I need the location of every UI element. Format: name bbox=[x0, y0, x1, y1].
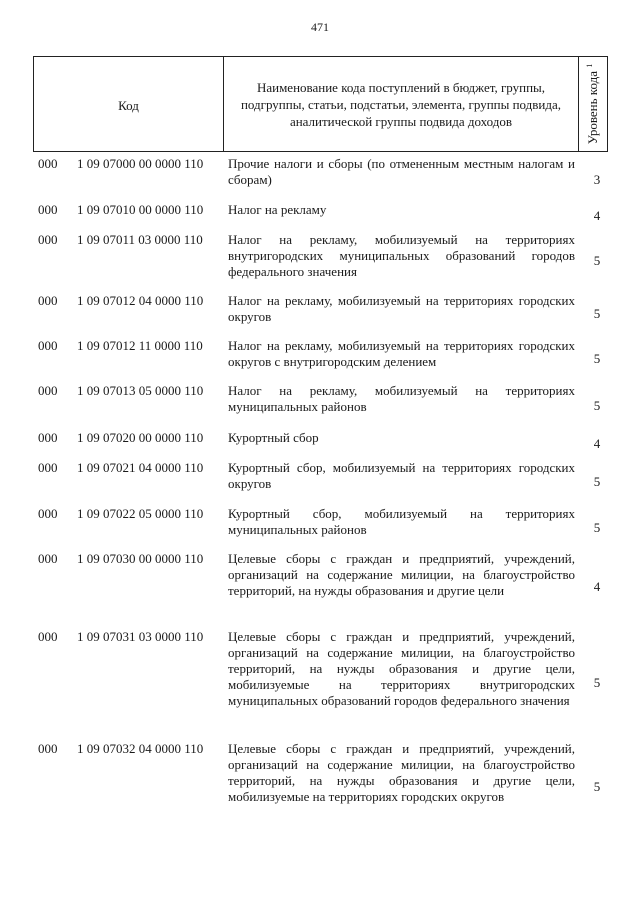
row-level: 4 bbox=[593, 579, 601, 594]
row-code: 1 09 07012 04 0000 110 bbox=[77, 293, 204, 308]
row-name: Налог на рекламу bbox=[228, 202, 327, 217]
row-name: Налог на рекламу, мобилизуемый на территориях внутригородских муниципальных образований городов федерального значения bbox=[228, 232, 575, 279]
row-level: 5 bbox=[593, 398, 601, 413]
row-name: Целевые сборы с граждан и предприятий, учреждений, организаций на содержание милиции, на благоустройство территорий, на нужды образования и другие цели, мобилизуемые на территориях городских округов bbox=[228, 741, 575, 804]
row-admin-code: 000 bbox=[38, 506, 58, 521]
row-code: 1 09 07010 00 0000 110 bbox=[77, 202, 204, 217]
row-code: 1 09 07021 04 0000 110 bbox=[77, 460, 204, 475]
row-code: 1 09 07012 11 0000 110 bbox=[77, 338, 203, 353]
row-level: 5 bbox=[593, 474, 601, 489]
row-level: 5 bbox=[593, 351, 601, 366]
row-name: Курортный сбор bbox=[228, 430, 319, 445]
row-level: 4 bbox=[593, 208, 601, 223]
row-admin-code: 000 bbox=[38, 338, 58, 353]
row-admin-code: 000 bbox=[38, 383, 58, 398]
row-name: Налог на рекламу, мобилизуемый на территориях городских округов с внутригородским делением bbox=[228, 338, 575, 369]
row-name: Налог на рекламу, мобилизуемый на территориях городских округов bbox=[228, 293, 575, 324]
row-code: 1 09 07020 00 0000 110 bbox=[77, 430, 204, 445]
row-admin-code: 000 bbox=[38, 232, 58, 247]
table-header bbox=[33, 56, 608, 152]
row-level: 5 bbox=[593, 779, 601, 794]
row-admin-code: 000 bbox=[38, 430, 58, 445]
row-level: 5 bbox=[593, 253, 601, 268]
row-name: Курортный сбор, мобилизуемый на территориях городских округов bbox=[228, 460, 575, 491]
row-name: Целевые сборы с граждан и предприятий, учреждений, организаций на содержание милиции, на благоустройство территорий, на нужды образования и другие цели, мобилизуемые на территориях внутригородских муниципальных образований городов федерального значения bbox=[228, 629, 575, 708]
row-level: 5 bbox=[593, 306, 601, 321]
row-code: 1 09 07030 00 0000 110 bbox=[77, 551, 204, 566]
header-name: Наименование кода поступлений в бюджет, группы, подгруппы, статьи, подстатьи, элемента, группы подвида, аналитической группы подвида доходов bbox=[224, 57, 579, 151]
row-admin-code: 000 bbox=[38, 293, 58, 308]
row-code: 1 09 07000 00 0000 110 bbox=[77, 156, 204, 171]
header-code: Код bbox=[34, 57, 224, 151]
page-number: 471 bbox=[311, 20, 329, 34]
row-admin-code: 000 bbox=[38, 551, 58, 566]
row-admin-code: 000 bbox=[38, 629, 58, 644]
row-code: 1 09 07022 05 0000 110 bbox=[77, 506, 204, 521]
row-admin-code: 000 bbox=[38, 741, 58, 756]
row-admin-code: 000 bbox=[38, 202, 58, 217]
row-level: 4 bbox=[593, 436, 601, 451]
row-name: Налог на рекламу, мобилизуемый на территориях муниципальных районов bbox=[228, 383, 575, 414]
row-level: 5 bbox=[593, 675, 601, 690]
row-name: Целевые сборы с граждан и предприятий, учреждений, организаций на содержание милиции, на благоустройство территорий, на нужды образования и другие цели bbox=[228, 551, 575, 598]
header-level-footnote: 1 bbox=[584, 63, 594, 68]
row-name: Курортный сбор, мобилизуемый на территориях муниципальных районов bbox=[228, 506, 575, 537]
row-name: Прочие налоги и сборы (по отмененным местным налогам и сборам) bbox=[228, 156, 575, 187]
row-level: 5 bbox=[593, 520, 601, 535]
row-level: 3 bbox=[593, 172, 601, 187]
header-level bbox=[579, 57, 607, 151]
row-code: 1 09 07013 05 0000 110 bbox=[77, 383, 204, 398]
row-code: 1 09 07031 03 0000 110 bbox=[77, 629, 204, 644]
row-code: 1 09 07011 03 0000 110 bbox=[77, 232, 203, 247]
row-code: 1 09 07032 04 0000 110 bbox=[77, 741, 204, 756]
header-level-label: Уровень кода bbox=[585, 71, 601, 145]
row-admin-code: 000 bbox=[38, 460, 58, 475]
row-admin-code: 000 bbox=[38, 156, 58, 171]
header-level-text bbox=[585, 64, 601, 144]
